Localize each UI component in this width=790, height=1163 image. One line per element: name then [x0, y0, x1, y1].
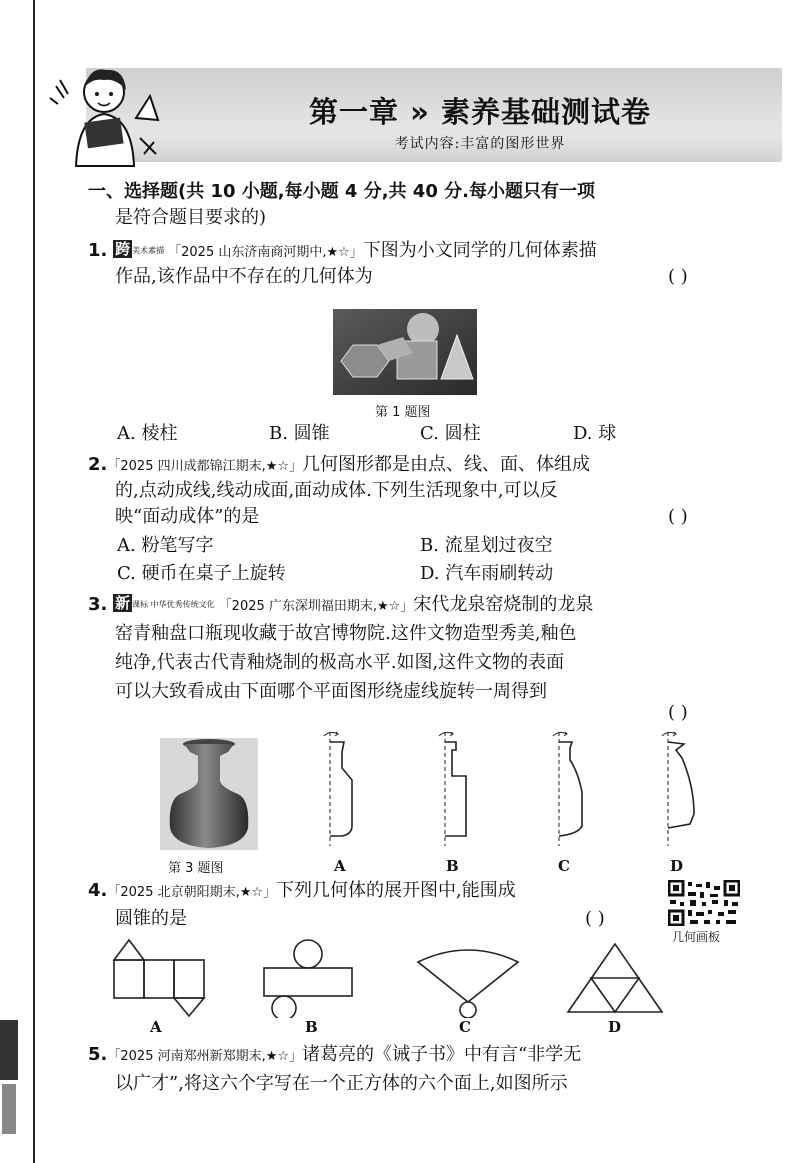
- question-5-line1: [88, 1042, 581, 1070]
- figure-3b[interactable]: [439, 732, 466, 846]
- option-2-a[interactable]: A. 粉笔写字: [117, 535, 214, 556]
- answer-paren-1[interactable]: ( ): [668, 266, 688, 287]
- question-5-source: 「2025 河南郑州新郑期末,★☆」: [107, 1049, 303, 1064]
- question-3-text-1: 宋代龙泉窑烧制的龙泉: [413, 594, 594, 615]
- net-label-c: C: [459, 1018, 471, 1036]
- section-heading-line2: 是符合题目要求的): [115, 207, 267, 228]
- net-b[interactable]: [264, 940, 352, 1018]
- badge-topic: 课标 中华优秀传统文化: [132, 600, 215, 609]
- new-curriculum-badge: 新: [115, 594, 131, 612]
- question-1-line1: [88, 238, 597, 266]
- net-label-b: B: [305, 1018, 318, 1036]
- question-5-text-1: 诸葛亮的《诫子书》中有言“非学无: [302, 1044, 582, 1065]
- option-2-c[interactable]: C. 硬币在桌子上旋转: [117, 563, 286, 584]
- celadon-vase-image: [160, 738, 258, 850]
- option-1-b[interactable]: B. 圆锥: [269, 423, 330, 444]
- question-2-line3: 映“面动成体”的是: [115, 506, 260, 527]
- sketch-geometry-image: [333, 309, 477, 395]
- option-1-c[interactable]: C. 圆柱: [420, 423, 481, 444]
- net-label-d: D: [608, 1018, 622, 1036]
- figure-3-caption: 第 3 题图: [168, 861, 224, 876]
- option-1-d[interactable]: D. 球: [573, 423, 617, 444]
- answer-paren-3[interactable]: ( ): [668, 702, 688, 723]
- figure-3-label-b: B: [446, 857, 459, 875]
- question-3-line3: 纯净,代表古代青釉烧制的极高水平.如图,这件文物的表面: [115, 652, 565, 673]
- question-2-text-1: 几何图形都是由点、线、面、体组成: [302, 454, 591, 475]
- question-3-line1: [88, 592, 593, 620]
- student-mascot-icon: [46, 58, 164, 168]
- question-4-text-1: 下列几何体的展开图中,能围成: [276, 880, 516, 901]
- question-1-text-1: 下图为小文同学的几何体素描: [362, 240, 597, 261]
- qr-caption: 几何画板: [672, 930, 721, 944]
- question-1-source: 「2025 山东济南商河期中,★☆」: [168, 245, 363, 260]
- question-4-line2: 圆锥的是: [115, 908, 187, 929]
- section-heading-line1: [88, 179, 595, 205]
- figure-3-label-c: C: [558, 857, 570, 875]
- chapter-subtitle: 考试内容:丰富的图形世界: [394, 136, 566, 152]
- section-heading-text: 一、选择题(共 10 小题,每小题 4 分,共 40 分.每小题只有一项: [88, 181, 595, 202]
- page-margin-line: [33, 0, 35, 1163]
- question-4-source: 「2025 北京朝阳期末,★☆」: [107, 885, 277, 900]
- figure-3a[interactable]: [324, 732, 352, 846]
- net-c[interactable]: [418, 950, 518, 1018]
- question-4-line1: [88, 878, 516, 906]
- figure-3-label-d: D: [670, 857, 684, 875]
- cross-subject-badge: 跨: [115, 240, 131, 258]
- answer-paren-2[interactable]: ( ): [668, 506, 688, 527]
- question-5-number: 5.: [88, 1044, 108, 1065]
- badge-subject: 美术素描: [132, 246, 165, 255]
- question-1-number: 1.: [88, 240, 108, 261]
- question-2-number: 2.: [88, 454, 108, 475]
- net-d[interactable]: [568, 944, 662, 1012]
- net-a[interactable]: [114, 940, 204, 1016]
- figure-3d[interactable]: [662, 732, 694, 846]
- question-2-line2: 的,点动成线,线动成面,面动成体.下列生活现象中,可以反: [115, 480, 558, 501]
- net-figures: [108, 938, 668, 1018]
- question-3-source: 「2025 广东深圳福田期末,★☆」: [218, 599, 414, 614]
- option-2-b[interactable]: B. 流星划过夜空: [420, 535, 553, 556]
- question-4-number: 4.: [88, 880, 108, 901]
- rotation-figures: [316, 728, 696, 846]
- figure-3-label-a: A: [334, 857, 346, 875]
- option-2-d[interactable]: D. 汽车雨刷转动: [420, 563, 554, 584]
- question-3-line2: 窑青釉盘口瓶现收藏于故宫博物院.这件文物造型秀美,釉色: [115, 623, 577, 644]
- side-tab-decoration: [0, 1020, 22, 1160]
- option-1-a[interactable]: A. 棱柱: [117, 423, 178, 444]
- net-label-a: A: [150, 1018, 162, 1036]
- question-3-number: 3.: [88, 594, 108, 615]
- question-3-line4: 可以大致看成由下面哪个平面图形绕虚线旋转一周得到: [115, 681, 547, 702]
- qr-code-icon[interactable]: [668, 880, 740, 926]
- question-1-line2: 作品,该作品中不存在的几何体为: [115, 266, 373, 287]
- question-2-line1: [88, 452, 590, 480]
- chapter-title: 第一章 » 素养基础测试卷: [309, 95, 651, 129]
- figure-3c[interactable]: [553, 732, 582, 846]
- answer-paren-4[interactable]: ( ): [585, 908, 605, 929]
- question-5-line2: 以广才”,将这六个字写在一个正方体的六个面上,如图所示: [115, 1073, 568, 1094]
- question-2-source: 「2025 四川成都锦江期末,★☆」: [107, 459, 303, 474]
- figure-1-caption: 第 1 题图: [375, 405, 431, 420]
